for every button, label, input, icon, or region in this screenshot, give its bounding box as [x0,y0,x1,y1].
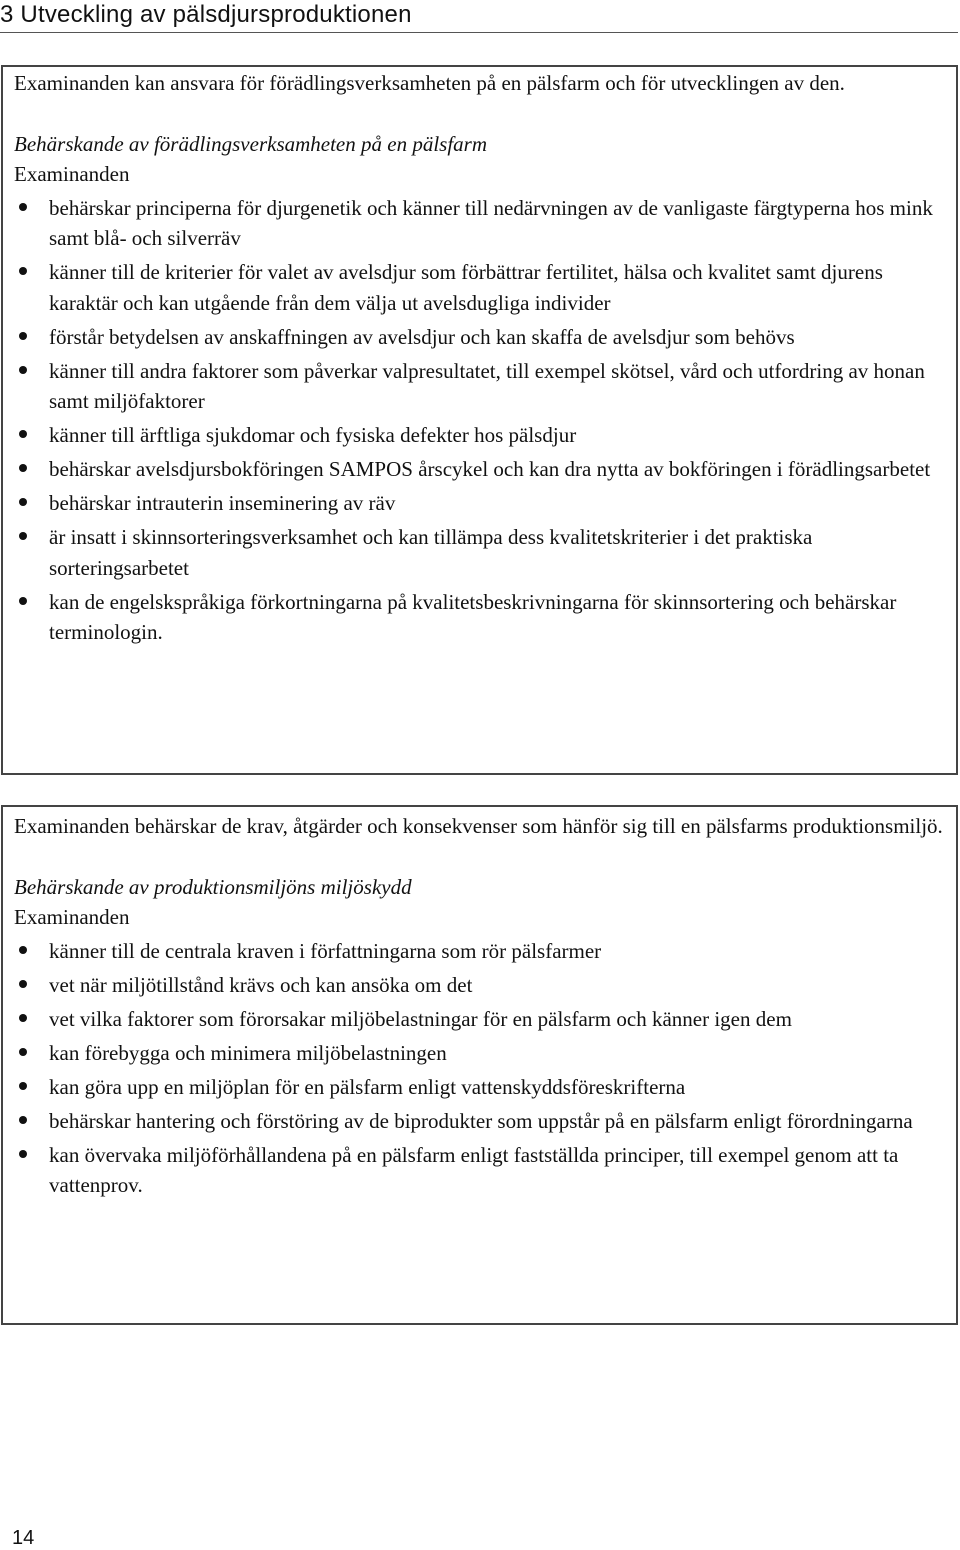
criteria-list [3,193,956,648]
list-item [3,1004,956,1035]
list-item-text: kan förebygga och minimera miljöbelastningen [49,1040,447,1065]
list-item [3,420,956,451]
section-intro: Examinanden kan ansvara för förädlingsverksamheten på en pälsfarm och för utvecklingen av den. [14,71,845,95]
list-item [3,1106,956,1137]
bullet-icon [19,464,27,472]
bullet-icon [19,1082,27,1090]
list-item-text: behärskar intrauterin inseminering av räv [49,491,396,515]
list-item [3,454,956,485]
page-number: 14 [12,1527,35,1549]
list-item-text: kan göra upp en miljöplan för en pälsfarm enligt vattenskyddsföreskrifterna [49,1074,686,1099]
list-item-text: behärskar principerna för djurgenetik och känner till nedärvningen av de vanligaste färgtyperna hos mink samt blå- och silverräv [49,195,933,250]
list-item-text: känner till andra faktorer som påverkar valpresultatet, till exempel skötsel, vård och utfordring av honan samt miljöfaktorer [49,358,925,413]
list-item [3,193,956,254]
list-item-text: känner till de kriterier för valet av avelsdjur som förbättrar fertilitet, hälsa och kvalitet samt djurens karaktär och kan utgående från dem välja ut avelsdugliga individer [49,260,883,315]
list-item-text: förstår betydelsen av anskaffningen av avelsdjur och kan skaffa de avelsdjur som behövs [49,324,795,349]
list-item-text: behärskar avelsdjursbokföringen SAMPOS årscykel och kan dra nytta av bokföringen i förädlingsarbetet [49,457,931,481]
examinee-label: Examinanden [14,905,130,929]
section-intro: Examinanden behärskar de krav, åtgärder och konsekvenser som hänför sig till en pälsfarms produktionsmiljö. [14,814,943,838]
section-subheading: Behärskande av förädlingsverksamheten på en pälsfarm [14,131,488,156]
list-item [3,522,956,583]
bullet-icon [19,946,27,954]
bullet-icon [19,1116,27,1124]
bullet-icon [19,980,27,988]
criteria-list [3,936,956,1201]
list-item [3,356,956,417]
bullet-icon [19,203,27,211]
list-item-text: vet när miljötillstånd krävs och kan ansöka om det [49,972,473,997]
bullet-icon [19,1014,27,1022]
examinee-label: Examinanden [14,162,130,186]
competence-box-breeding [1,65,958,775]
list-item [3,488,956,519]
bullet-icon [19,366,27,374]
list-item [3,587,956,648]
list-item-text: behärskar hantering och förstöring av de biprodukter som uppstår på en pälsfarm enligt förordningarna [49,1108,913,1133]
bullet-icon [19,597,27,605]
list-item [3,970,956,1001]
list-item [3,1072,956,1103]
bullet-icon [19,1048,27,1056]
list-item-text: kan övervaka miljöförhållandena på en pälsfarm enligt fastställda principer, till exempel genom att ta vattenprov. [49,1142,899,1197]
bullet-icon [19,1150,27,1158]
competence-box-environment [1,805,958,1325]
list-item [3,1038,956,1069]
list-item [3,322,956,353]
list-item [3,936,956,967]
list-item-text: känner till de centrala kraven i författningarna som rör pälsfarmer [49,938,602,963]
chapter-heading: 3 Utveckling av pälsdjursproduktionen [0,0,958,33]
list-item-text: kan de engelskspråkiga förkortningarna på kvalitetsbeskrivningarna för skinnsortering och behärskar terminologin. [49,589,897,644]
list-item-text: känner till ärftliga sjukdomar och fysiska defekter hos pälsdjur [49,423,577,447]
list-item [3,1140,956,1201]
bullet-icon [19,498,27,506]
bullet-icon [19,430,27,438]
list-item-text: vet vilka faktorer som förorsakar miljöbelastningar för en pälsfarm och känner igen dem [49,1006,792,1031]
bullet-icon [19,532,27,540]
list-item [3,257,956,318]
bullet-icon [19,332,27,340]
list-item-text: är insatt i skinnsorteringsverksamhet och kan tillämpa dess kvalitetskriterier i det praktiska sorteringsarbetet [49,525,813,580]
section-subheading: Behärskande av produktionsmiljöns miljöskydd [14,874,412,899]
bullet-icon [19,267,27,275]
